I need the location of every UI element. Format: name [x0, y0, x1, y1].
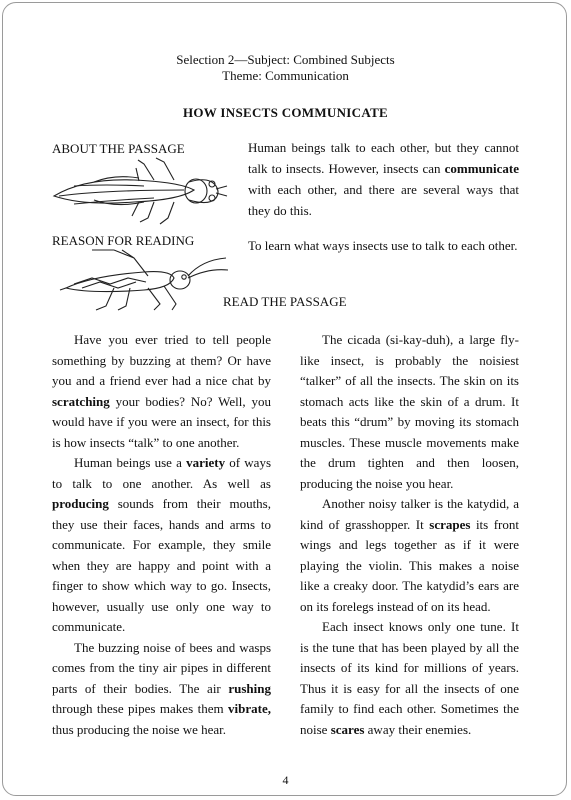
read-passage-label: READ THE PASSAGE: [223, 294, 347, 309]
vocab-producing: producing: [52, 496, 109, 511]
passage-title: HOW INSECTS COMMUNICATE: [182, 105, 389, 120]
vocab-variety: variety: [186, 455, 226, 470]
paragraph-right-2: Another noisy talker is the katydid, a kind of grasshopper. It scrapes its front wings and legs together as if it were playing the violin. This makes a noise like a creaky door. The katydid’s ears are on its forelegs instead of on its head.: [300, 496, 520, 614]
vocab-communicate: communicate: [444, 161, 519, 176]
right-column: [300, 330, 519, 740]
vocab-scrapes: scrapes: [429, 516, 471, 532]
paragraph-right-3: Each insect knows only one tune. It is the tune that has been played by all the insects of its kind for millions of years. Thus it is easy for all the insects of one family to find each other. Sometimes the noise scares away their enemies.: [300, 619, 519, 737]
paragraph-right-1: The cicada (si-kay-duh), a large fly-like insect, is probably the noisiest “talker” of all the insects. The skin on its stomach acts like the skin of a drum. It beats this “drum” by moving its stomach muscles. These muscle movements make the drum tighten and then loosen, producing the noise you hear.: [300, 332, 519, 491]
selection-heading: Selection 2—Subject: Combined Subjects: [176, 52, 395, 67]
theme-heading: Theme: Communication: [222, 68, 349, 83]
paragraph-left-2: Human beings use a variety of ways to talk to one another. As well as producing sounds from their mouths, they use their faces, hands and arms to communicate. For example, they smile when they are happy and point with a finger to show which way to go. Insects, however, usually use only one way to communicate.: [52, 455, 272, 634]
vocab-scratching: scratching: [52, 393, 110, 409]
reason-text: To learn what ways insects use to talk to each other.: [248, 238, 518, 253]
reason-label: REASON FOR READING: [52, 233, 195, 248]
page-number: 4: [282, 773, 289, 787]
vocab-scares: scares: [330, 721, 365, 737]
about-label: ABOUT THE PASSAGE: [52, 141, 185, 156]
vocab-rushing: rushing: [228, 680, 271, 696]
about-text: Human beings talk to each other, but they cannot talk to insects. However, insects can communicate with each other, and there are several ways that they do this.: [248, 140, 519, 218]
left-column: [52, 330, 271, 740]
paragraph-left-3: The buzzing noise of bees and wasps comes from the tiny air pipes in different parts of their bodies. The air rushing through these pipes makes them vibrate, thus producing the noise we hear.: [52, 639, 271, 737]
katydid-illustration: [52, 248, 228, 312]
cicada-illustration: [44, 156, 234, 226]
paragraph-left-1: Have you ever tried to tell people something by buzzing at them? Or have you and a friend ever had a nice chat by scratching your bodies? No? Well, you would have if you were an insect, for this is how insects “talk” to one another.: [52, 332, 271, 450]
vocab-vibrate: vibrate,: [228, 701, 271, 716]
